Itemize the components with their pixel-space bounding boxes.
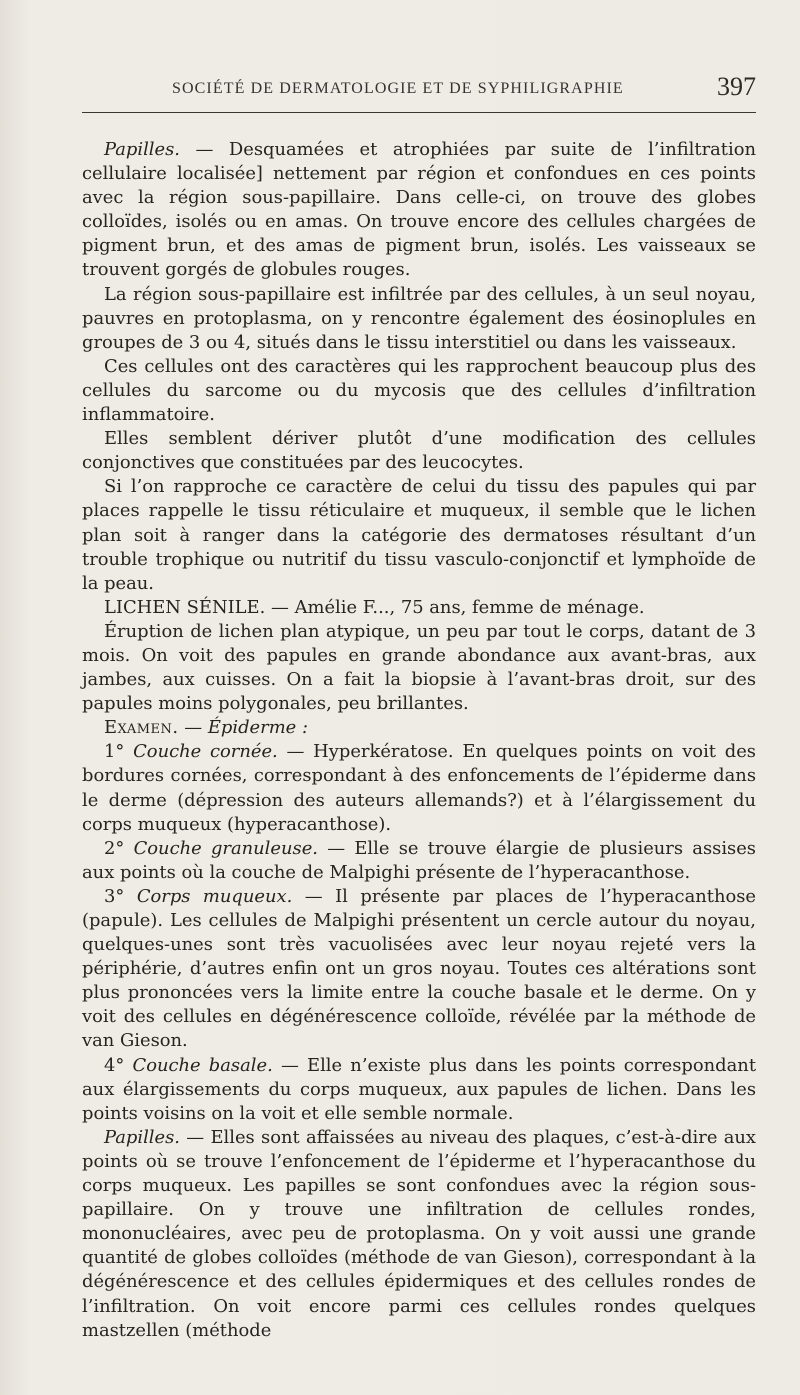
body-text	[82, 138, 756, 1343]
paragraph-text: Éruption de lichen plan atypique, un peu par tout le corps, datant de 3 mois. On voit des papules en grande abondance aux avant-bras, aux jambes, aux cuisses. On a fait la biopsie à l’avant-bras droit, sur des papules moins polygonales, peu brillantes.	[82, 620, 756, 715]
paragraph-text: Elles semblent dériver plutôt d’une modification des cellules conjonctives que constituées par des leucocytes.	[82, 428, 756, 474]
paragraph-examen	[82, 716, 756, 740]
paragraph-lead: Couche granuleuse.	[133, 837, 318, 859]
paragraph-lead: Couche basale.	[132, 1054, 273, 1076]
page-number: 397	[717, 72, 756, 101]
paragraph-lead: Corps muqueux.	[136, 885, 293, 907]
paragraph-eruption	[82, 620, 756, 716]
paragraph-text: Si l’on rapproche ce caractère de celui du tissu des papules qui par places rappelle le tissu réticulaire et muqueux, il semble que le lichen plan soit à ranger dans la catégorie des dermatoses résultant d’un trouble trophique ou nutritif du tissu vasculo-conjonctif et lymphoïde de la peau.	[82, 476, 756, 594]
paragraph-papilles-2	[82, 1126, 756, 1343]
paragraph-lead: Papilles.	[104, 1126, 180, 1148]
paragraph-papilles-1	[82, 138, 756, 283]
paragraph-couche-granuleuse	[82, 837, 756, 885]
paragraph-couche-cornee	[82, 740, 756, 836]
paragraph-text: — Il présente par places de l’hyperacanthose (papule). Les cellules de Malpighi présentent un cercle autour du noyau, quelques-unes sont très vacuolisées avec leur noyau rejeté vers la périphérie, d’autres enfin ont un gros noyau. Toutes ces altérations sont plus prononcées vers la limite entre la couche basale et le derme. On y voit des cellules en dégénérescence colloïde, révélée par la méthode de van Gieson.	[82, 885, 757, 1052]
paragraph-text: — Elles sont affaissées au niveau des plaques, c’est-à-dire aux points où se trouve l’enfoncement de l’épiderme et l’hyperacanthose du corps muqueux. Les papilles se sont confondues avec la région sous-papillaire. On y trouve une infiltration de cellules rondes, mononucléaires, avec peu de protoplasma. On y voit aussi une grande quantité de globes colloïdes (méthode de van Gieson), correspondant à la dégénérescence et des cellules épidermiques et des cellules rondes de l’infiltration. On voit encore parmi ces cellules rondes quelques mastzellen (méthode	[82, 1126, 756, 1341]
paragraph-text: — Elle se trouve élargie de plusieurs assises aux points où la couche de Malpighi présente de l’hyperacanthose.	[82, 837, 756, 883]
item-number: 4°	[104, 1054, 125, 1076]
paragraph-text: — Hyperkératose. En quelques points on voit des bordures cornées, correspondant à des enfoncements de l’épiderme dans le derme (dépression des auteurs allemands?) et à l’élargissement du corps muqueux (hyperacanthose).	[82, 741, 756, 835]
paragraph-text: LICHEN SÉNILE. — Amélie F..., 75 ans, femme de ménage.	[104, 596, 645, 618]
paragraph-text: La région sous-papillaire est infiltrée par des cellules, à un seul noyau, pauvres en protoplasma, on y rencontre également des éosinoplules en groupes de 3 ou 4, situés dans le tissu interstitiel ou dans les vaisseaux.	[82, 283, 756, 353]
running-title: SOCIÉTÉ DE DERMATOLOGIE ET DE SYPHILIGRAPHIE	[172, 80, 624, 97]
paragraph-lead: Couche cornée.	[133, 741, 278, 763]
paragraph-lichen-plan	[82, 475, 756, 595]
paragraph-lichen-senile	[82, 596, 756, 620]
subsection-label: Épiderme :	[207, 717, 308, 739]
item-number: 3°	[104, 885, 125, 907]
paragraph-caracteres	[82, 355, 756, 427]
paragraph-deriver	[82, 427, 756, 475]
paragraph-corps-muqueux	[82, 885, 756, 1054]
section-label: Examen.	[104, 717, 179, 739]
item-number: 1°	[104, 741, 125, 763]
paragraph-text: —	[178, 717, 208, 739]
paragraph-text: Ces cellules ont des caractères qui les rapprochent beaucoup plus des cellules du sarcome ou du mycosis que des cellules d’infiltration inflammatoire.	[82, 355, 756, 426]
paragraph-text: — Elle n’existe plus dans les points correspondant aux élargissements du corps muqueux, aux papules de lichen. Dans les points voisins on la voit et elle semble normale.	[82, 1054, 757, 1124]
paragraph-region-sous-papillaire	[82, 283, 756, 355]
paragraph-lead: Papilles.	[104, 139, 180, 160]
item-number: 2°	[104, 837, 125, 859]
paragraph-couche-basale	[82, 1054, 756, 1126]
paragraph-text: — Desquamées et atrophiées par suite de l’infiltration cellulaire localisée] nettement par région et confondues en ces points avec la région sous-papillaire. Dans celle-ci, on trouve des globes colloïdes, isolés ou en amas. On trouve encore des cellules chargées de pigment brun, et des amas de pigment brun, isolés. Les vaisseaux se trouvent gorgés de globules rouges.	[82, 139, 756, 281]
page-header	[82, 72, 756, 113]
